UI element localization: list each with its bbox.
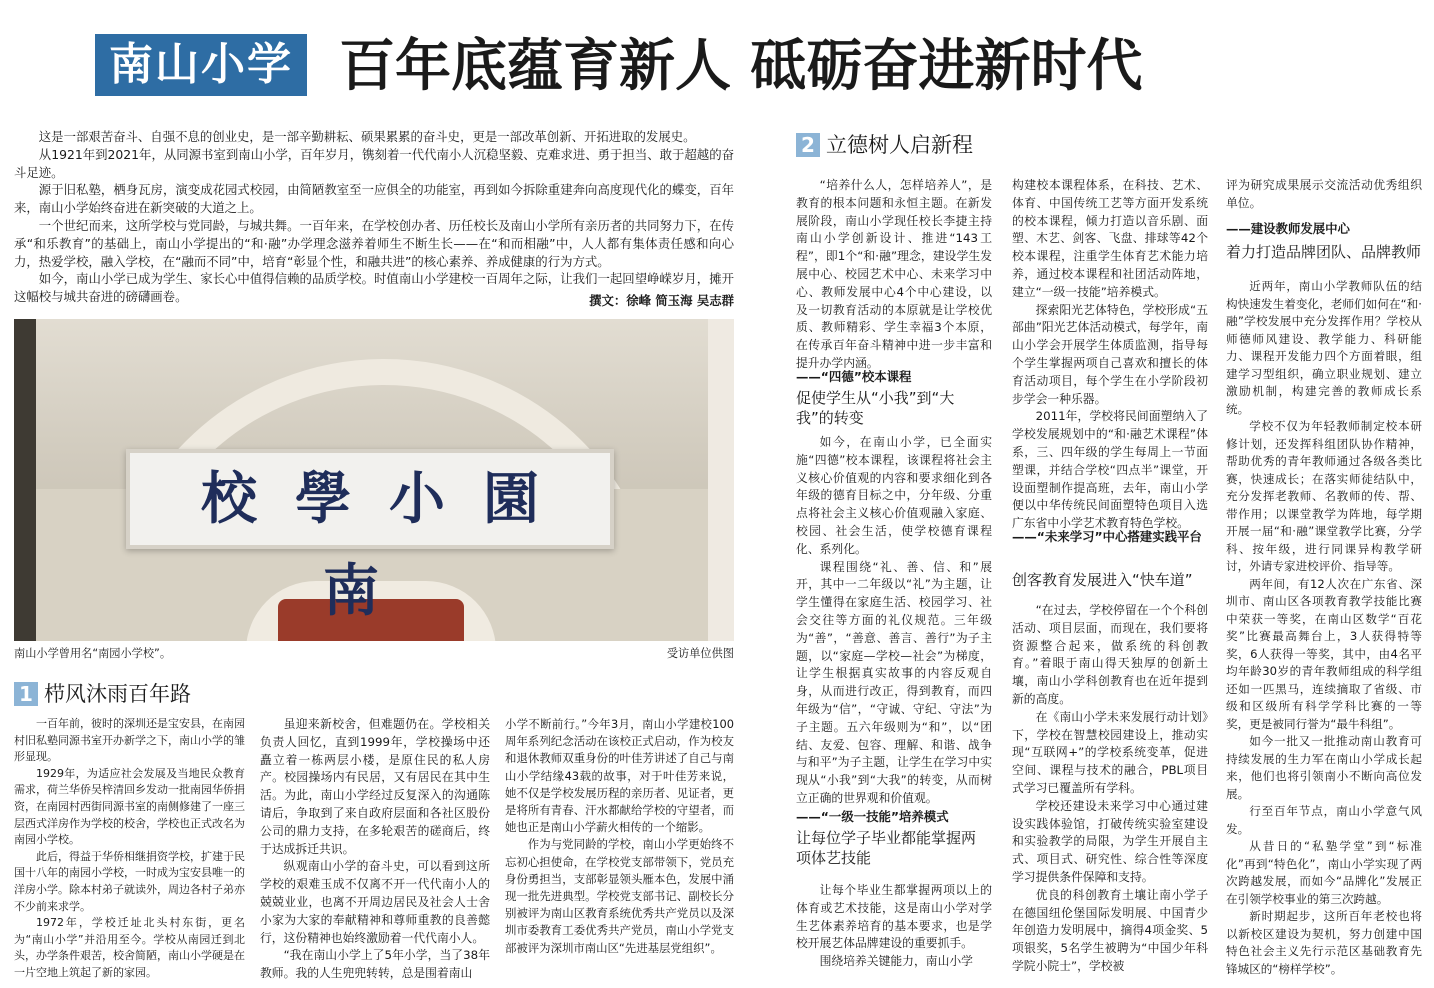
body-paragraph: 两年间，有12人次在广东省、深圳市、南山区各项教育教学技能比赛中荣获一等奖，在南山区数学“百花奖”比赛最高舞台上，3人获得特等奖，6人获得一等奖，其中，由4名平均年龄30岁的青年教师组成的科学组还如一匹黑马，连续摘取了省级、市级和区级所有科学学科比赛的一等奖，更是被同行誉为“最牛科组”。 [1226,576,1422,731]
body-paragraph: 一百年前，彼时的深圳还是宝安县，在南园村旧私塾同源书室开办新学之下，南山小学的雏形显现。 [14,717,245,764]
subtitle-future-learning: 创客教育发展进入“快车道” [1012,571,1193,589]
photo-credit: 受访单位供图 [666,647,734,660]
subtitle-one-skill: 让每位学子毕业都能掌握两项体艺技能 [796,829,977,867]
body-paragraph: 作为与党同龄的学校，南山小学更始终不忘初心担使命，在学校党支部带领下，党员充身份勇担当，支部彰显领头雁本色，发展中涌现一批先进典型。学校党支部书记、副校长分别被评为南山区教育系统优秀共产党员以及深圳市委教育工委优秀共产党员，南山小学党支部被评为深圳市南山区“先进基层党组织”。 [505,837,734,955]
body-paragraph: 小学不断前行。”今年3月，南山小学建校100周年系列纪念活动在该校正式启动，作为校友和退休教师双重身份的叶佳芳讲述了自己与南山小学结缘43载的故事，对于叶佳芳来说，她不仅是学校发展历程的亲历者、见证者，更是将所有青春、汗水都献给学校的守望者，而她也正是南山小学薪火相传的一个缩影。 [505,717,734,835]
section-2-column-1-body [796,434,992,808]
body-paragraph: 学校不仅为年轻教师制定校本研修计划，还发挥科组团队协作精神，帮助优秀的青年教师通过各级各类比赛，快速成长；在落实师徒结队中，充分发挥老教师、名教师的传、帮、带作用；以课堂教学为阵地，每学期开展一届“和·融”课堂教学比赛，分学科、按年级，进行同课异构教学研讨，外请专家进校评价、指导等。 [1226,419,1422,573]
intro-paragraph: 源于旧私塾，栖身瓦房，演变成花园式校园，由简陋教室至一应俱全的功能室，再到如今拆除重建奔向高度现代化的蝶变，百年来，南山小学始终奋进在新突破的大道之上。 [14,182,734,216]
intro-paragraph: 如今，南山小学已成为学生、家长心中值得信赖的品质学校。时值南山小学建校一百周年之际，让我们一起回望峥嵘岁月，摊开这幅校与城共奋进的磅礴画卷。 [14,271,734,305]
subhead-future-learning: ——“未来学习”中心搭建实践平台 [1012,529,1202,544]
body-paragraph: 行至百年节点，南山小学意气风发。 [1226,804,1422,836]
section-2-column-3-top [1226,177,1422,213]
intro-paragraph: 一个世纪而来，这所学校与党同龄，与城共舞。一百年来，在学校创办者、历任校长及南山小学所有亲历者的共同努力下，在传承“和乐教育”的基础上，南山小学提出的“和·融”办学理念滋养着师生不断生长——在“和而相融”中，人人都有集体责任感和向心力，热爱学校，融入学校，在“融而不同”中，培育“彰显个性，和融共进”的核心素养、养成健康的行为方式。 [14,217,734,269]
body-paragraph: 纵观南山小学的奋斗史，可以看到这所学校的艰难玉成不仅离不开一代代南小人的兢兢业业，也离不开周边居民及社会人士舍小家为大家的奉献精神和尊师重教的良善懿行，这份精神也始终激励着一代代南小人。 [260,859,490,945]
subhead-one-skill: ——“一级一技能”培养模式 [796,809,949,824]
body-paragraph: 从昔日的“私塾学堂”到“标准化”再到“特色化”，南山小学实现了两次跨越发展，而如今“品牌化”发展正在引领学校事业的第三次跨越。 [1226,839,1422,906]
intro-paragraph: 这是一部艰苦奋斗、自强不息的创业史，是一部辛勤耕耘、硕果累累的奋斗史，更是一部改革创新、开拓进取的发展史。 [38,129,696,144]
photo-pillar-right [708,319,734,641]
body-paragraph: 构建校本课程体系，在科技、艺术、体育、中国传统工艺等方面开发系统的校本课程，倾力打造以音乐剧、面塑、木艺、剑客、飞盘、排球等42个校本课程，注重学生体育艺术能力培养，通过校本课程和社团活动阵地，建立“一级一技能”培养模式。 [1012,178,1208,299]
body-paragraph: 让每个毕业生都掌握两项以上的体育或艺术技能，这是南山小学对学生艺体素养培育的基本要求，也是学校开展艺体品牌建设的重要抓手。 [796,883,992,951]
body-paragraph: 在《南山小学未来发展行动计划》下，学校在智慧校园建设上，推动实现“互联网+”的学校系统变革，促进空间、课程与技术的融合，PBL项目式学习已覆盖所有学科。 [1012,709,1208,795]
photo-pillar-left [14,319,36,641]
section-1-column-2 [260,716,490,983]
body-paragraph: 新时期起步，这所百年老校也将以新校区建设为契机，努力创建中国特色社会主义先行示范区基础教育先锋城区的“榜样学校”。 [1226,909,1422,976]
section-1-column-1 [14,716,245,982]
section-2-column-1-intro [796,177,992,373]
body-paragraph: 1929年，为适应社会发展及当地民众教育需求，荷兰华侨吴梓清回乡发动一批南园华侨捐资，在南园村西街同源书室的南侧修建了一座三层西式洋房作为学校的校舍，学校也正式改名为南园小学校。 [14,766,245,847]
body-paragraph: “在过去，学校停留在一个个科创活动、项目层面，而现在，我们要将资源整合起来，做系统的科创教育。”着眼于南山得天独厚的创新土壤，南山小学科创教育也在近年提到新的高度。 [1012,603,1208,706]
page-header [95,34,1345,106]
body-paragraph: 2011年，学校将民间面塑纳入了学校发展规划中的“和·融艺术课程”体系，三、四年级的学生每周上一节面塑课，并结合学校“四点半”课堂，开设面塑制作提高班，去年，南山小学便以中华传统民间面塑特色项目入选广东省中小学艺术教育特色学校。 [1012,409,1208,531]
section-2-column-2-top [1012,177,1208,533]
section-title: 栉风沐雨百年路 [44,682,191,706]
subtitle-teacher-center: 着力打造品牌团队、品牌教师 [1226,243,1422,261]
body-paragraph: 虽迎来新校舍，但难题仍在。学校相关负责人回忆，直到1999年，学校操场中还矗立着一栋两层小楼，是原住民的私人房产。校园操场内有民居，又有居民在其中生活。为此，南山小学经过反复深入的沟通陈请后，争取到了来自政府层面和各社区股份公司的鼎力支持，在多轮艰苦的磋商后，终于达成拆迁共识。 [260,717,490,856]
subhead-teacher-center: ——建设教师发展中心 [1226,221,1350,236]
photo-caption: 南山小学曾用名“南园小学校”。 [14,647,172,660]
body-paragraph: 如今一批又一批推动南山教育可持续发展的生力军在南山小学成长起来，他们也将引领南小不断向高位发展。 [1226,734,1422,801]
body-paragraph: 评为研究成果展示交流活动优秀组织单位。 [1226,178,1422,210]
body-paragraph: 优良的科创教育土壤让南小学子在德国纽伦堡国际发明展、中国青少年创造力发明展中，摘得4项金奖、5项银奖，5名学生被聘为“中国少年科学院小院士”，学校被 [1012,887,1208,973]
section-title: 立德树人启新程 [826,133,973,157]
school-name-badge: 南山小学 [95,34,307,96]
body-paragraph: 围绕培养关键能力，南山小学 [819,954,973,969]
section-1-column-3 [505,716,734,957]
body-paragraph: 学校还建设未来学习中心通过建设实践体验馆，打破传统实验室建设和实验教学的局限，为学生开展自主式、项目式、研究性、综合性等深度学习提供条件保障和支持。 [1012,798,1208,884]
body-paragraph: 如今，在南山小学，已全面实施“四德”校本课程，该课程将社会主义核心价值观的内容和要求细化到各年级的德育目标之中，分年级、分重点将社会主义核心价值观融入家庭、校园、社会生活，使学校德育课程化、系列化。 [796,435,992,556]
intro-paragraph: 从1921年到2021年，从同源书室到南山小学，百年岁月，镌刻着一代代南小人沉稳坚毅、克难求进、勇于担当、敢于超越的奋斗足迹。 [14,146,734,180]
section-1-header [14,680,191,710]
section-2-header [796,131,973,161]
section-number: 2 [796,133,820,157]
body-paragraph: 近两年，南山小学教师队伍的结构快速发生着变化，老师们如何在“和·融”学校发展中充分发挥作用？学校从师德师风建设、教学能力、科研能力、课程开发能力四个方面着眼，组建学习型组织，确立职业规划、建立激励机制，构建完善的教师成长系统。 [1226,279,1422,416]
body-paragraph: “培养什么人，怎样培养人”，是教育的根本问题和永恒主题。在新发展阶段，南山小学现任校长李捷主持南山小学创新设计、推进“143工程”，即1个“和·融”理念，建设学生发展中心、校园艺术中心、未来学习中心、教师发展中心4个中心建设，以及一切教育活动的本原就是让学校优质、教师精彩、学生幸福3个本原，在传承百年奋斗精神中进一步丰富和提升办学内涵。 [796,178,992,370]
body-paragraph: “我在南山小学上了5年小学，当了38年教师。我的人生兜兜转转，总是围着南山 [260,948,490,981]
subtitle-four-virtues: 促使学生从“小我”到“大我”的转变 [796,389,955,427]
section-2-column-3-body [1226,278,1422,978]
body-paragraph: 1972年，学校迁址北头村东街，更名为“南山小学”并沿用至今。学校从南园迁到北头，办学条件艰苦，校舍简陋，南山小学硬是在一片空地上筑起了新的家园。 [14,916,245,979]
body-paragraph: 探索阳光艺体特色，学校形成“五部曲”阳光艺体活动模式，每学年，南山小学会开展学生体质监测，指导每个学生掌握两项自己喜欢和擅长的体育活动项目，每个学生在小学阶段初步学会一种乐器。 [1012,302,1208,406]
section-2-column-2-body [1012,602,1208,976]
intro-text [14,128,734,306]
subhead-four-virtues: ——“四德”校本课程 [796,369,912,384]
body-paragraph: 课程围绕“礼、善、信、和”展开，其中一二年级以“礼”为主题，让学生懂得在家庭生活、校园学习、社会交往等方面的礼仪规范。三年级为“善”，“善意、善言、善行”为子主题，以“家庭—学校—社会”为梯度，让学生根据真实故事的内容反观自身，从而进行改正，得到教育，而四年级为“信”，“守诚、守纪、守法”为子主题。五六年级则为“和”，以“团结、友爱、包容、理解、和谐、战争与和平”为子主题，让学生在学习中实现从“小我”到“大我”的转变，从而树立正确的世界观和价值观。 [796,559,992,805]
byline: 撰文：徐峰 简玉海 吴志群 [589,293,734,308]
school-gate-photo [14,319,734,641]
body-paragraph: 此后，得益于华侨相继捐资学校，扩建于民国十八年的南园小学校，一时成为宝安县唯一的洋房小学。除本村弟子就读外，周边各村子弟亦不少前来求学。 [14,849,245,913]
section-number: 1 [14,682,38,706]
section-2-column-1-end [796,882,992,971]
school-name-plaque: 校學小園南 [126,449,614,549]
page-headline: 百年底蕴育新人 砥砺奋进新时代 [339,33,1143,99]
